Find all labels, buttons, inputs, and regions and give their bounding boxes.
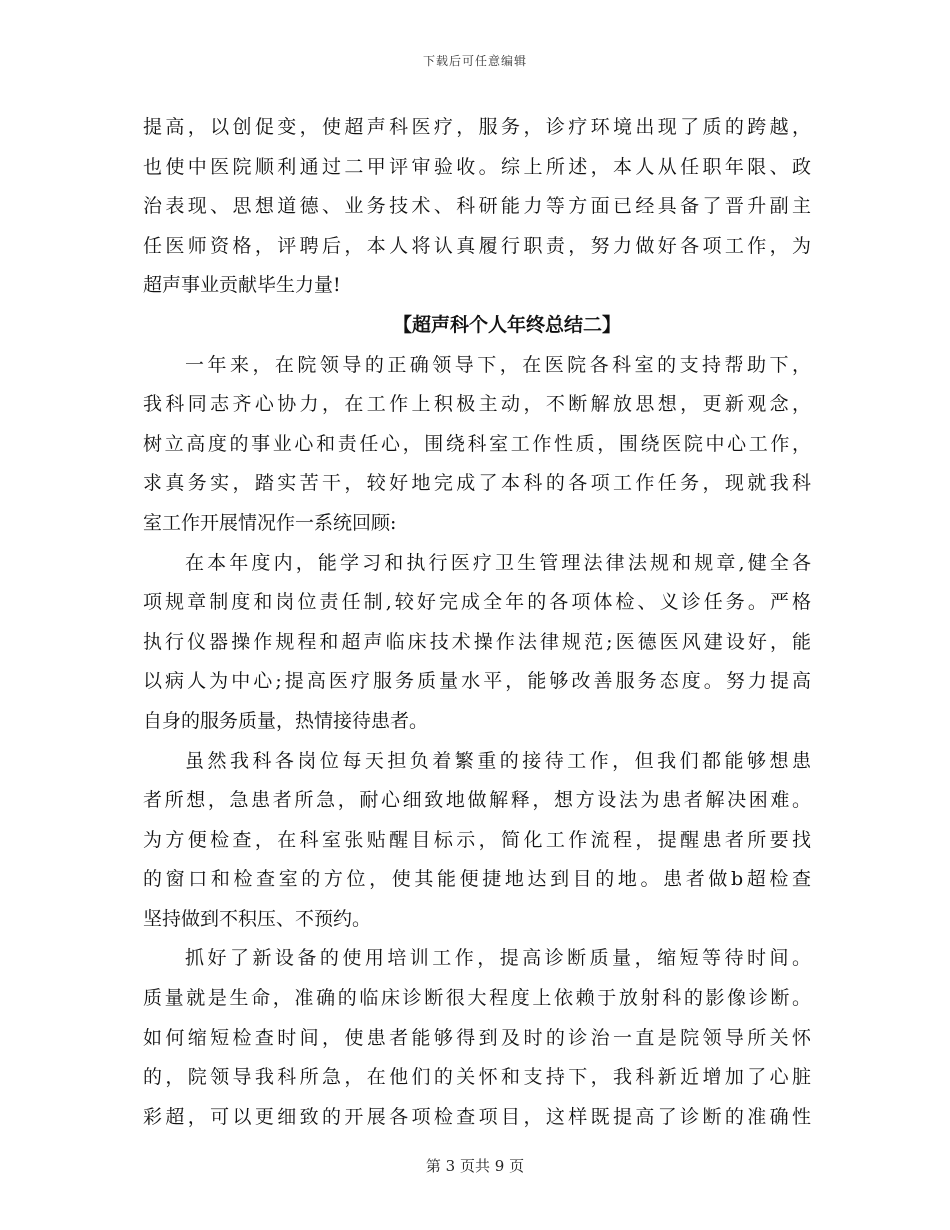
section-title: 【超声科个人年终总结二】 — [392, 313, 621, 336]
text-line: 如何缩短检查时间，使患者能够得到及时的诊治一直是院领导所关怀 — [143, 1026, 811, 1049]
text-line: 在本年度内，能学习和执行医疗卫生管理法律法规和规章,健全各 — [185, 551, 811, 574]
paragraph-top — [143, 108, 811, 306]
text-line: 树立高度的事业心和责任心，围绕科室工作性质，围绕医院中心工作， — [143, 432, 811, 455]
text-line: 的窗口和检查室的方位，使其能便捷地达到目的地。患者做b超检查 — [143, 868, 811, 891]
header-note: 下载后可任意编辑 — [422, 54, 527, 68]
text-line: 抓好了新设备的使用培训工作，提高诊断质量，缩短等待时间。 — [185, 947, 811, 970]
text-line: 提高，以创促变，使超声科医疗，服务，诊疗环境出现了质的跨越， — [143, 116, 811, 138]
paragraph-3 — [143, 742, 811, 940]
page-number: 第 3 页共 9 页 — [425, 1157, 525, 1175]
text-line: 的，院领导我科所急，在他们的关怀和支持下，我科新近增加了心脏 — [143, 1066, 811, 1089]
text-line: 坚持做到不积压、不预约。 — [143, 907, 372, 930]
paragraph-4 — [143, 939, 811, 1137]
text-line: 虽然我科各岗位每天担负着繁重的接待工作，但我们都能够想患 — [185, 749, 811, 772]
text-line: 项规章制度和岗位责任制,较好完成全年的各项体检、义诊任务。严格 — [143, 591, 811, 614]
text-line: 自身的服务质量，热情接待患者。 — [143, 709, 429, 732]
paragraph-1 — [143, 346, 811, 544]
text-line: 任医师资格，评聘后，本人将认真履行职责，努力做好各项工作，为 — [143, 234, 811, 257]
paragraph-2 — [143, 544, 811, 742]
text-line: 超声事业贡献毕生力量! — [143, 274, 341, 297]
text-line: 求真务实，踏实苦干，较好地完成了本科的各项工作任务，现就我科 — [143, 472, 811, 495]
document-body — [143, 108, 811, 1137]
text-line: 执行仪器操作规程和超声临床技术操作法律规范;医德医风建设好，能 — [143, 630, 811, 653]
text-line: 彩超，可以更细致的开展各项检查项目，这样既提高了诊断的准确性 — [143, 1105, 811, 1128]
text-line: 质量就是生命，准确的临床诊断很大程度上依赖于放射科的影像诊断。 — [143, 987, 811, 1010]
text-line: 也使中医院顺利通过二甲评审验收。综上所述，本人从任职年限、政 — [143, 155, 811, 178]
text-line: 我科同志齐心协力，在工作上积极主动，不断解放思想，更新观念， — [143, 393, 811, 416]
text-line: 一年来，在院领导的正确领导下，在医院各科室的支持帮助下， — [185, 353, 811, 376]
text-line: 以病人为中心;提高医疗服务质量水平，能够改善服务态度。努力提高 — [143, 670, 811, 693]
text-line: 为方便检查，在科室张贴醒目标示，简化工作流程，提醒患者所要找 — [143, 828, 811, 851]
text-line: 室工作开展情况作一系统回顾: — [143, 511, 397, 534]
text-line: 者所想，急患者所急，耐心细致地做解释，想方设法为患者解决困难。 — [143, 789, 811, 812]
text-line: 治表现、思想道德、业务技术、科研能力等方面已经具备了晋升副主 — [143, 195, 811, 218]
